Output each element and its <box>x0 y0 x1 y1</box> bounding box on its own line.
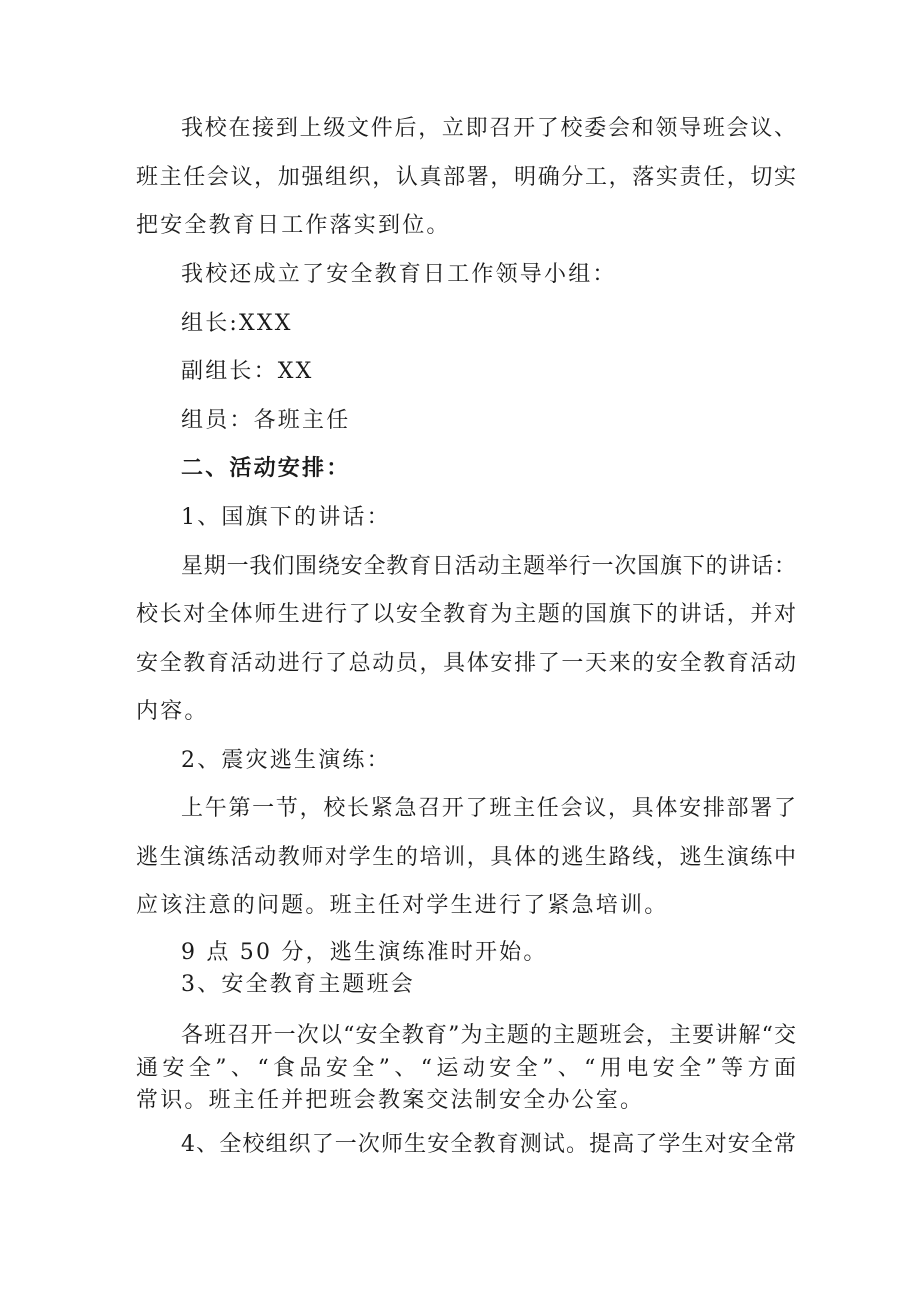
item-title: 2、震灾逃生演练： <box>181 748 391 773</box>
paragraph-line: 我校还成立了安全教育日工作领导小组： <box>181 262 617 287</box>
paragraph-line: 各班召开一次以“安全教育”为主题的主题班会，主要讲解“交 <box>181 1023 796 1048</box>
paragraph-line: 我校在接到上级文件后，立即召开了校委会和领导班会议、 <box>181 116 796 141</box>
paragraph-line: 安全教育活动进行了总动员，具体安排了一天来的安全教育活动 <box>136 651 796 676</box>
paragraph-line: 校长对全体师生进行了以安全教育为主题的国旗下的讲话，并对 <box>136 602 796 627</box>
paragraph-line: 通安全”、“食品安全”、“运动安全”、“用电安全”等方面 <box>136 1056 796 1081</box>
paragraph-line: 星期一我们围绕安全教育日活动主题举行一次国旗下的讲话： <box>181 554 796 579</box>
paragraph-line: 内容。 <box>136 699 209 724</box>
item-title: 1、国旗下的讲话： <box>181 505 391 530</box>
paragraph-line: 应该注意的问题。班主任对学生进行了紧急培训。 <box>136 893 669 918</box>
paragraph-line: 逃生演练活动教师对学生的培训，具体的逃生路线，逃生演练中 <box>136 845 796 870</box>
paragraph-line: 9 点 50 分，逃生演练准时开始。 <box>181 940 548 965</box>
section-heading: 二、活动安排： <box>181 456 351 481</box>
paragraph-line: 班主任会议，加强组织，认真部署，明确分工，落实责任，切实 <box>136 165 796 190</box>
paragraph-line: 4、全校组织了一次师生安全教育测试。提高了学生对安全常 <box>181 1132 796 1157</box>
members-line: 组员：各班主任 <box>181 408 351 433</box>
deputy-leader-line: 副组长：XX <box>181 359 314 384</box>
paragraph-line: 常识。班主任并把班会教案交法制安全办公室。 <box>136 1088 645 1113</box>
paragraph-line: 把安全教育日工作落实到位。 <box>136 213 451 238</box>
item-title: 3、安全教育主题班会 <box>181 972 415 997</box>
group-leader-line: 组长:XXX <box>181 311 293 336</box>
paragraph-line: 上午第一节，校长紧急召开了班主任会议，具体安排部署了 <box>181 796 796 821</box>
